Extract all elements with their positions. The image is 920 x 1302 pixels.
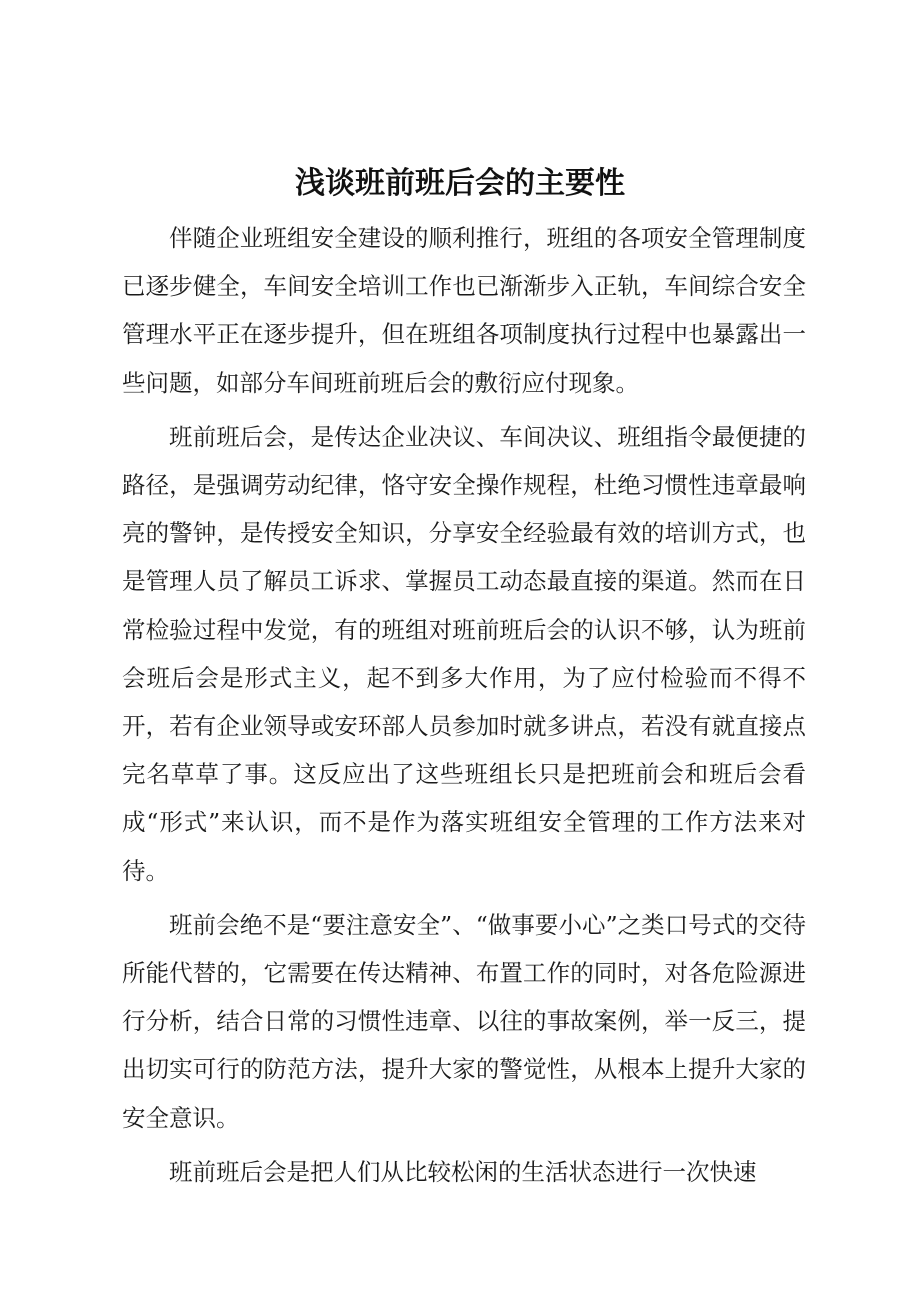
paragraph-1: 伴随企业班组安全建设的顺利推行，班组的各项安全管理制度已逐步健全，车间安全培训工作也已渐渐步入正轨，车间综合安全管理水平正在逐步提升，但在班组各项制度执行过程中也暴露出一些问题，如部分车间班前班后会的敷衍应付现象。 (122, 224, 806, 397)
paragraph-4: 班前班后会是把人们从比较松闲的生活状态进行一次快速 (169, 1157, 757, 1186)
document-title: 浅谈班前班后会的主要性 (295, 166, 625, 201)
paragraph-2: 班前班后会，是传达企业决议、车间决议、班组指令最便捷的路径，是强调劳动纪律，恪守安全操作规程，杜绝习惯性违章最响亮的警钟，是传授安全知识，分享安全经验最有效的培训方式，也是管理人员了解员工诉求、掌握员工动态最直接的渠道。然而在日常检验过程中发觉，有的班组对班前班后会的认识不够，认为班前会班后会是形式主义，起不到多大作用，为了应付检验而不得不开，若有企业领导或安环部人员参加时就多讲点，若没有就直接点完名草草了事。这反应出了这些班组长只是把班前会和班后会看成“形式”来认识，而不是作为落实班组安全管理的工作方法来对待。 (122, 422, 806, 885)
document-body (122, 214, 806, 1196)
paragraph-3: 班前会绝不是“要注意安全”、“做事要小心”之类口号式的交待所能代替的，它需要在传达精神、布置工作的同时，对各危险源进行分析，结合日常的习惯性违章、以往的事故案例，举一反三，提出切实可行的防范方法，提升大家的警觉性，从根本上提升大家的安全意识。 (122, 910, 806, 1132)
